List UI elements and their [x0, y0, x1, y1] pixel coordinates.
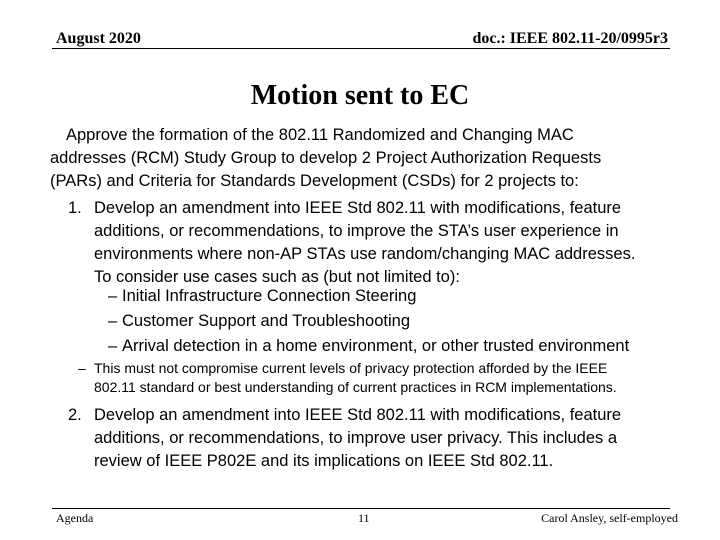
note-line: 802.11 standard or best understanding of current practices in RCM implementations. [94, 379, 617, 395]
sub-item-text: Initial Infrastructure Connection Steering [122, 287, 417, 305]
sub-item [108, 310, 410, 333]
intro-paragraph [50, 124, 700, 193]
item-line: To consider use cases such as (but not limited to): [94, 268, 460, 286]
dash-bullet: – [108, 287, 118, 305]
header-doc-id: doc.: IEEE 802.11-20/0995r3 [472, 30, 668, 47]
list-item [68, 404, 708, 473]
dash-bullet: – [78, 360, 86, 376]
item-line: environments where non-AP STAs use random/changing MAC addresses. [94, 245, 636, 263]
item-line: additions, or recommendations, to improve the STA’s user experience in [94, 222, 619, 240]
slide-title: Motion sent to EC [250, 80, 470, 111]
item-line: Develop an amendment into IEEE Std 802.11 with modifications, feature [94, 406, 622, 424]
footer-divider [52, 508, 670, 509]
list-item [68, 197, 708, 289]
item-line: review of IEEE P802E and its implications on IEEE Std 802.11. [94, 452, 554, 470]
intro-line: Approve the formation of the 802.11 Randomized and Changing MAC [66, 126, 574, 144]
list-number: 2. [68, 406, 82, 424]
item-line: Develop an amendment into IEEE Std 802.11 with modifications, feature [94, 199, 622, 217]
header-date: August 2020 [56, 30, 141, 47]
item-line: additions, or recommendations, to improve user privacy. This includes a [94, 429, 618, 447]
sub-item [108, 285, 416, 308]
dash-bullet: – [108, 337, 118, 355]
note-line: This must not compromise current levels of privacy protection afforded by the IEEE [94, 360, 608, 376]
privacy-note [78, 359, 708, 397]
page-number: 11 [358, 511, 370, 525]
intro-line: addresses (RCM) Study Group to develop 2 Project Authorization Requests [50, 149, 602, 167]
footer-section: Agenda [56, 511, 94, 525]
dash-bullet: – [108, 312, 118, 330]
sub-item-text: Arrival detection in a home environment, or other trusted environment [122, 337, 630, 355]
header-divider [52, 48, 670, 49]
intro-line: (PARs) and Criteria for Standards Development (CSDs) for 2 projects to: [50, 172, 579, 190]
list-number: 1. [68, 199, 82, 217]
sub-item [108, 335, 629, 358]
sub-item-text: Customer Support and Troubleshooting [122, 312, 411, 330]
footer-author: Carol Ansley, self-employed [541, 511, 678, 525]
